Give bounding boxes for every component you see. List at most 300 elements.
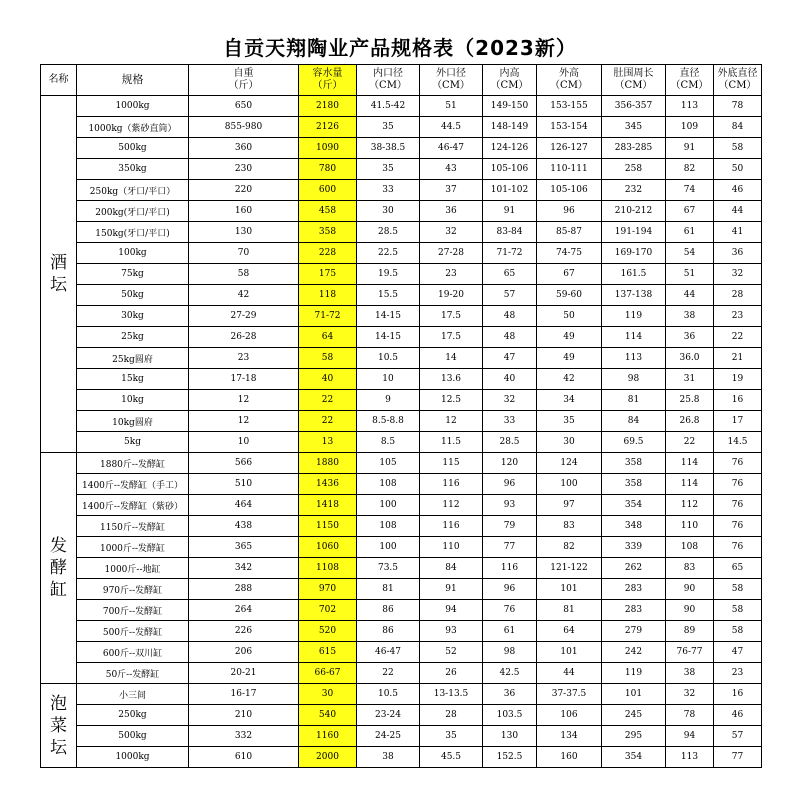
spec-cell: 250kg	[77, 705, 189, 726]
outer-height-cell: 101	[537, 642, 602, 663]
belly-cell: 81	[602, 390, 666, 411]
bottom-cell: 58	[714, 600, 762, 621]
weight-cell: 58	[189, 264, 299, 285]
outer-mouth-cell: 27-28	[420, 243, 483, 264]
inner-mouth-cell: 73.5	[357, 558, 420, 579]
weight-cell: 610	[189, 747, 299, 768]
capacity-cell: 2126	[299, 117, 357, 138]
weight-cell: 365	[189, 537, 299, 558]
outer-mouth-cell: 17.5	[420, 306, 483, 327]
inner-height-cell: 83-84	[483, 222, 537, 243]
inner-height-cell: 105-106	[483, 159, 537, 180]
outer-mouth-cell: 12.5	[420, 390, 483, 411]
inner-height-cell: 32	[483, 390, 537, 411]
weight-cell: 27-29	[189, 306, 299, 327]
outer-height-cell: 74-75	[537, 243, 602, 264]
spec-cell: 1400斤--发酵缸（手工）	[77, 474, 189, 495]
spec-cell: 970斤--发酵缸	[77, 579, 189, 600]
weight-cell: 12	[189, 390, 299, 411]
capacity-cell: 64	[299, 327, 357, 348]
capacity-cell: 40	[299, 369, 357, 390]
capacity-cell: 58	[299, 348, 357, 369]
belly-cell: 295	[602, 726, 666, 747]
bottom-cell: 16	[714, 390, 762, 411]
inner-height-cell: 33	[483, 411, 537, 432]
header-diameter-unit: （CM）	[670, 80, 709, 91]
table-row	[41, 117, 762, 138]
spec-cell: 1880斤--发酵缸	[77, 453, 189, 474]
diameter-cell: 112	[666, 495, 714, 516]
outer-height-cell: 134	[537, 726, 602, 747]
header-outer-mouth	[420, 65, 483, 96]
inner-height-cell: 77	[483, 537, 537, 558]
outer-mouth-cell: 19-20	[420, 285, 483, 306]
weight-cell: 206	[189, 642, 299, 663]
inner-mouth-cell: 19.5	[357, 264, 420, 285]
inner-mouth-cell: 10.5	[357, 348, 420, 369]
bottom-cell: 44	[714, 201, 762, 222]
outer-mouth-cell: 51	[420, 96, 483, 117]
weight-cell: 342	[189, 558, 299, 579]
weight-cell: 360	[189, 138, 299, 159]
bottom-cell: 76	[714, 453, 762, 474]
spec-cell: 25kg圆府	[77, 348, 189, 369]
outer-mouth-cell: 26	[420, 663, 483, 684]
belly-cell: 69.5	[602, 432, 666, 453]
weight-cell: 332	[189, 726, 299, 747]
bottom-cell: 57	[714, 726, 762, 747]
capacity-cell: 2000	[299, 747, 357, 768]
capacity-cell: 71-72	[299, 306, 357, 327]
table-row	[41, 642, 762, 663]
outer-height-cell: 44	[537, 663, 602, 684]
bottom-cell: 77	[714, 747, 762, 768]
inner-height-cell: 96	[483, 474, 537, 495]
belly-cell: 283	[602, 579, 666, 600]
outer-mouth-cell: 94	[420, 600, 483, 621]
weight-cell: 160	[189, 201, 299, 222]
header-belly	[602, 65, 666, 96]
spec-cell: 10kg	[77, 390, 189, 411]
bottom-cell: 50	[714, 159, 762, 180]
inner-height-cell: 120	[483, 453, 537, 474]
table-row	[41, 516, 762, 537]
inner-height-cell: 36	[483, 684, 537, 705]
diameter-cell: 114	[666, 453, 714, 474]
header-row	[41, 65, 762, 96]
weight-cell: 510	[189, 474, 299, 495]
outer-mouth-cell: 12	[420, 411, 483, 432]
table-row	[41, 705, 762, 726]
diameter-cell: 83	[666, 558, 714, 579]
diameter-cell: 90	[666, 579, 714, 600]
table-row	[41, 558, 762, 579]
outer-height-cell: 96	[537, 201, 602, 222]
bottom-cell: 19	[714, 369, 762, 390]
bottom-cell: 76	[714, 537, 762, 558]
capacity-cell: 1160	[299, 726, 357, 747]
bottom-cell: 46	[714, 180, 762, 201]
outer-height-cell: 153-155	[537, 96, 602, 117]
diameter-cell: 90	[666, 600, 714, 621]
diameter-cell: 114	[666, 474, 714, 495]
capacity-cell: 66-67	[299, 663, 357, 684]
inner-mouth-cell: 108	[357, 474, 420, 495]
belly-cell: 348	[602, 516, 666, 537]
diameter-cell: 74	[666, 180, 714, 201]
capacity-cell: 615	[299, 642, 357, 663]
spec-cell: 15kg	[77, 369, 189, 390]
weight-cell: 566	[189, 453, 299, 474]
diameter-cell: 54	[666, 243, 714, 264]
header-diameter-label: 直径	[679, 68, 700, 79]
belly-cell: 283	[602, 600, 666, 621]
bottom-cell: 58	[714, 579, 762, 600]
spec-cell: 100kg	[77, 243, 189, 264]
inner-mouth-cell: 38	[357, 747, 420, 768]
outer-height-cell: 49	[537, 348, 602, 369]
outer-height-cell: 153-154	[537, 117, 602, 138]
weight-cell: 17-18	[189, 369, 299, 390]
inner-height-cell: 61	[483, 621, 537, 642]
spec-cell: 1000kg	[77, 747, 189, 768]
capacity-cell: 702	[299, 600, 357, 621]
weight-cell: 23	[189, 348, 299, 369]
header-outer-height	[537, 65, 602, 96]
spec-cell: 500kg	[77, 726, 189, 747]
spec-cell: 25kg	[77, 327, 189, 348]
bottom-cell: 76	[714, 516, 762, 537]
bottom-cell: 32	[714, 264, 762, 285]
inner-height-cell: 116	[483, 558, 537, 579]
weight-cell: 438	[189, 516, 299, 537]
table-row	[41, 495, 762, 516]
outer-mouth-cell: 52	[420, 642, 483, 663]
table-row	[41, 264, 762, 285]
page-title: 自贡天翔陶业产品规格表（2023新）	[223, 36, 577, 60]
outer-height-cell: 160	[537, 747, 602, 768]
weight-cell: 264	[189, 600, 299, 621]
outer-mouth-cell: 116	[420, 474, 483, 495]
outer-height-cell: 42	[537, 369, 602, 390]
inner-height-cell: 152.5	[483, 747, 537, 768]
header-inner-height	[483, 65, 537, 96]
bottom-cell: 76	[714, 495, 762, 516]
belly-cell: 354	[602, 495, 666, 516]
outer-height-cell: 64	[537, 621, 602, 642]
belly-cell: 345	[602, 117, 666, 138]
belly-cell: 98	[602, 369, 666, 390]
weight-cell: 26-28	[189, 327, 299, 348]
weight-cell: 650	[189, 96, 299, 117]
spec-cell: 250kg（牙口/平口）	[77, 180, 189, 201]
bottom-cell: 23	[714, 663, 762, 684]
weight-cell: 855-980	[189, 117, 299, 138]
diameter-cell: 25.8	[666, 390, 714, 411]
inner-height-cell: 42.5	[483, 663, 537, 684]
table-row	[41, 306, 762, 327]
header-weight-unit: （斤）	[228, 80, 259, 91]
table-row	[41, 726, 762, 747]
belly-cell: 262	[602, 558, 666, 579]
header-inner-mouth-label: 内口径	[373, 68, 403, 79]
weight-cell: 42	[189, 285, 299, 306]
inner-height-cell: 71-72	[483, 243, 537, 264]
belly-cell: 210-212	[602, 201, 666, 222]
outer-mouth-cell: 23	[420, 264, 483, 285]
diameter-cell: 36	[666, 327, 714, 348]
outer-height-cell: 101	[537, 579, 602, 600]
outer-mouth-cell: 93	[420, 621, 483, 642]
outer-height-cell: 85-87	[537, 222, 602, 243]
capacity-cell: 22	[299, 411, 357, 432]
table-row	[41, 453, 762, 474]
outer-height-cell: 67	[537, 264, 602, 285]
belly-cell: 119	[602, 306, 666, 327]
spec-cell: 500斤--发酵缸	[77, 621, 189, 642]
capacity-cell: 600	[299, 180, 357, 201]
diameter-cell: 61	[666, 222, 714, 243]
diameter-cell: 113	[666, 747, 714, 768]
inner-mouth-cell: 8.5	[357, 432, 420, 453]
table-row	[41, 663, 762, 684]
outer-height-cell: 49	[537, 327, 602, 348]
inner-mouth-cell: 10	[357, 369, 420, 390]
header-outer-mouth-label: 外口径	[436, 68, 466, 79]
diameter-cell: 67	[666, 201, 714, 222]
bottom-cell: 76	[714, 474, 762, 495]
spec-cell: 350kg	[77, 159, 189, 180]
inner-mouth-cell: 10.5	[357, 684, 420, 705]
outer-height-cell: 50	[537, 306, 602, 327]
capacity-cell: 118	[299, 285, 357, 306]
header-outer-mouth-unit: （CM）	[432, 80, 470, 91]
bottom-cell: 16	[714, 684, 762, 705]
inner-mouth-cell: 33	[357, 180, 420, 201]
header-belly-label: 肚围周长	[613, 68, 654, 79]
inner-mouth-cell: 86	[357, 621, 420, 642]
diameter-cell: 38	[666, 663, 714, 684]
weight-cell: 230	[189, 159, 299, 180]
inner-mouth-cell: 108	[357, 516, 420, 537]
belly-cell: 258	[602, 159, 666, 180]
table-row	[41, 390, 762, 411]
header-spec: 规格	[77, 65, 189, 96]
table-row	[41, 180, 762, 201]
belly-cell: 84	[602, 411, 666, 432]
spec-table	[40, 64, 762, 768]
outer-mouth-cell: 36	[420, 201, 483, 222]
diameter-cell: 76-77	[666, 642, 714, 663]
diameter-cell: 113	[666, 96, 714, 117]
diameter-cell: 82	[666, 159, 714, 180]
bottom-cell: 17	[714, 411, 762, 432]
inner-mouth-cell: 14-15	[357, 327, 420, 348]
table-row	[41, 579, 762, 600]
spec-cell: 75kg	[77, 264, 189, 285]
table-row	[41, 222, 762, 243]
diameter-cell: 32	[666, 684, 714, 705]
outer-mouth-cell: 11.5	[420, 432, 483, 453]
outer-height-cell: 37-37.5	[537, 684, 602, 705]
inner-height-cell: 40	[483, 369, 537, 390]
inner-mouth-cell: 86	[357, 600, 420, 621]
belly-cell: 358	[602, 474, 666, 495]
capacity-cell: 780	[299, 159, 357, 180]
outer-mouth-cell: 28	[420, 705, 483, 726]
header-bottom-label: 外底直径	[717, 68, 758, 79]
table-body	[41, 96, 762, 768]
diameter-cell: 36.0	[666, 348, 714, 369]
header-bottom	[714, 65, 762, 96]
capacity-cell: 22	[299, 390, 357, 411]
inner-mouth-cell: 81	[357, 579, 420, 600]
category-label: 发酵缸	[41, 453, 77, 684]
bottom-cell: 23	[714, 306, 762, 327]
spec-cell: 10kg圆府	[77, 411, 189, 432]
header-capacity	[299, 65, 357, 96]
outer-mouth-cell: 37	[420, 180, 483, 201]
outer-mouth-cell: 14	[420, 348, 483, 369]
bottom-cell: 58	[714, 621, 762, 642]
weight-cell: 288	[189, 579, 299, 600]
capacity-cell: 1060	[299, 537, 357, 558]
inner-mouth-cell: 46-47	[357, 642, 420, 663]
inner-mouth-cell: 100	[357, 495, 420, 516]
belly-cell: 354	[602, 747, 666, 768]
capacity-cell: 30	[299, 684, 357, 705]
header-weight	[189, 65, 299, 96]
weight-cell: 226	[189, 621, 299, 642]
belly-cell: 137-138	[602, 285, 666, 306]
diameter-cell: 38	[666, 306, 714, 327]
inner-height-cell: 96	[483, 579, 537, 600]
spec-cell: 50kg	[77, 285, 189, 306]
inner-mouth-cell: 100	[357, 537, 420, 558]
inner-height-cell: 91	[483, 201, 537, 222]
outer-mouth-cell: 84	[420, 558, 483, 579]
table-row	[41, 348, 762, 369]
capacity-cell: 1108	[299, 558, 357, 579]
bottom-cell: 78	[714, 96, 762, 117]
belly-cell: 279	[602, 621, 666, 642]
inner-mouth-cell: 35	[357, 159, 420, 180]
belly-cell: 119	[602, 663, 666, 684]
outer-height-cell: 121-122	[537, 558, 602, 579]
bottom-cell: 58	[714, 138, 762, 159]
inner-height-cell: 93	[483, 495, 537, 516]
diameter-cell: 44	[666, 285, 714, 306]
header-inner-mouth-unit: （CM）	[369, 80, 407, 91]
outer-height-cell: 34	[537, 390, 602, 411]
outer-mouth-cell: 35	[420, 726, 483, 747]
spec-cell: 1000斤--地缸	[77, 558, 189, 579]
capacity-cell: 228	[299, 243, 357, 264]
capacity-cell: 1880	[299, 453, 357, 474]
table-row	[41, 369, 762, 390]
belly-cell: 339	[602, 537, 666, 558]
outer-mouth-cell: 44.5	[420, 117, 483, 138]
capacity-cell: 1418	[299, 495, 357, 516]
bottom-cell: 47	[714, 642, 762, 663]
inner-height-cell: 48	[483, 306, 537, 327]
diameter-cell: 26.8	[666, 411, 714, 432]
bottom-cell: 41	[714, 222, 762, 243]
capacity-cell: 2180	[299, 96, 357, 117]
table-row	[41, 621, 762, 642]
inner-height-cell: 149-150	[483, 96, 537, 117]
table-row	[41, 600, 762, 621]
outer-height-cell: 82	[537, 537, 602, 558]
inner-height-cell: 101-102	[483, 180, 537, 201]
belly-cell: 101	[602, 684, 666, 705]
spec-cell: 1000kg（紫砂直筒）	[77, 117, 189, 138]
weight-cell: 220	[189, 180, 299, 201]
inner-height-cell: 57	[483, 285, 537, 306]
diameter-cell: 51	[666, 264, 714, 285]
belly-cell: 114	[602, 327, 666, 348]
inner-mouth-cell: 9	[357, 390, 420, 411]
table-row	[41, 138, 762, 159]
header-capacity-label: 容水量	[312, 68, 343, 79]
header-weight-label: 自重	[233, 68, 254, 79]
outer-height-cell: 110-111	[537, 159, 602, 180]
inner-height-cell: 148-149	[483, 117, 537, 138]
belly-cell: 232	[602, 180, 666, 201]
table-row	[41, 432, 762, 453]
weight-cell: 210	[189, 705, 299, 726]
spec-cell: 1000斤--发酵缸	[77, 537, 189, 558]
inner-mouth-cell: 41.5-42	[357, 96, 420, 117]
spec-cell: 1150斤--发酵缸	[77, 516, 189, 537]
belly-cell: 356-357	[602, 96, 666, 117]
outer-height-cell: 83	[537, 516, 602, 537]
inner-height-cell: 103.5	[483, 705, 537, 726]
spec-cell: 小三间	[77, 684, 189, 705]
inner-height-cell: 98	[483, 642, 537, 663]
outer-mouth-cell: 43	[420, 159, 483, 180]
spec-cell: 5kg	[77, 432, 189, 453]
table-row	[41, 327, 762, 348]
table-row	[41, 684, 762, 705]
capacity-cell: 175	[299, 264, 357, 285]
spec-cell: 30kg	[77, 306, 189, 327]
diameter-cell: 110	[666, 516, 714, 537]
outer-mouth-cell: 115	[420, 453, 483, 474]
spec-cell: 1000kg	[77, 96, 189, 117]
diameter-cell: 78	[666, 705, 714, 726]
spec-cell: 600斤--双川缸	[77, 642, 189, 663]
belly-cell: 358	[602, 453, 666, 474]
table-row	[41, 159, 762, 180]
outer-mouth-cell: 112	[420, 495, 483, 516]
outer-height-cell: 105-106	[537, 180, 602, 201]
outer-height-cell: 106	[537, 705, 602, 726]
header-name: 名称	[41, 65, 77, 96]
belly-cell: 169-170	[602, 243, 666, 264]
diameter-cell: 109	[666, 117, 714, 138]
header-outer-height-label: 外高	[559, 68, 579, 79]
table-row	[41, 243, 762, 264]
inner-mouth-cell: 38-38.5	[357, 138, 420, 159]
outer-height-cell: 35	[537, 411, 602, 432]
inner-height-cell: 28.5	[483, 432, 537, 453]
table-row	[41, 747, 762, 768]
inner-height-cell: 65	[483, 264, 537, 285]
bottom-cell: 14.5	[714, 432, 762, 453]
inner-mouth-cell: 8.5-8.8	[357, 411, 420, 432]
inner-height-cell: 47	[483, 348, 537, 369]
